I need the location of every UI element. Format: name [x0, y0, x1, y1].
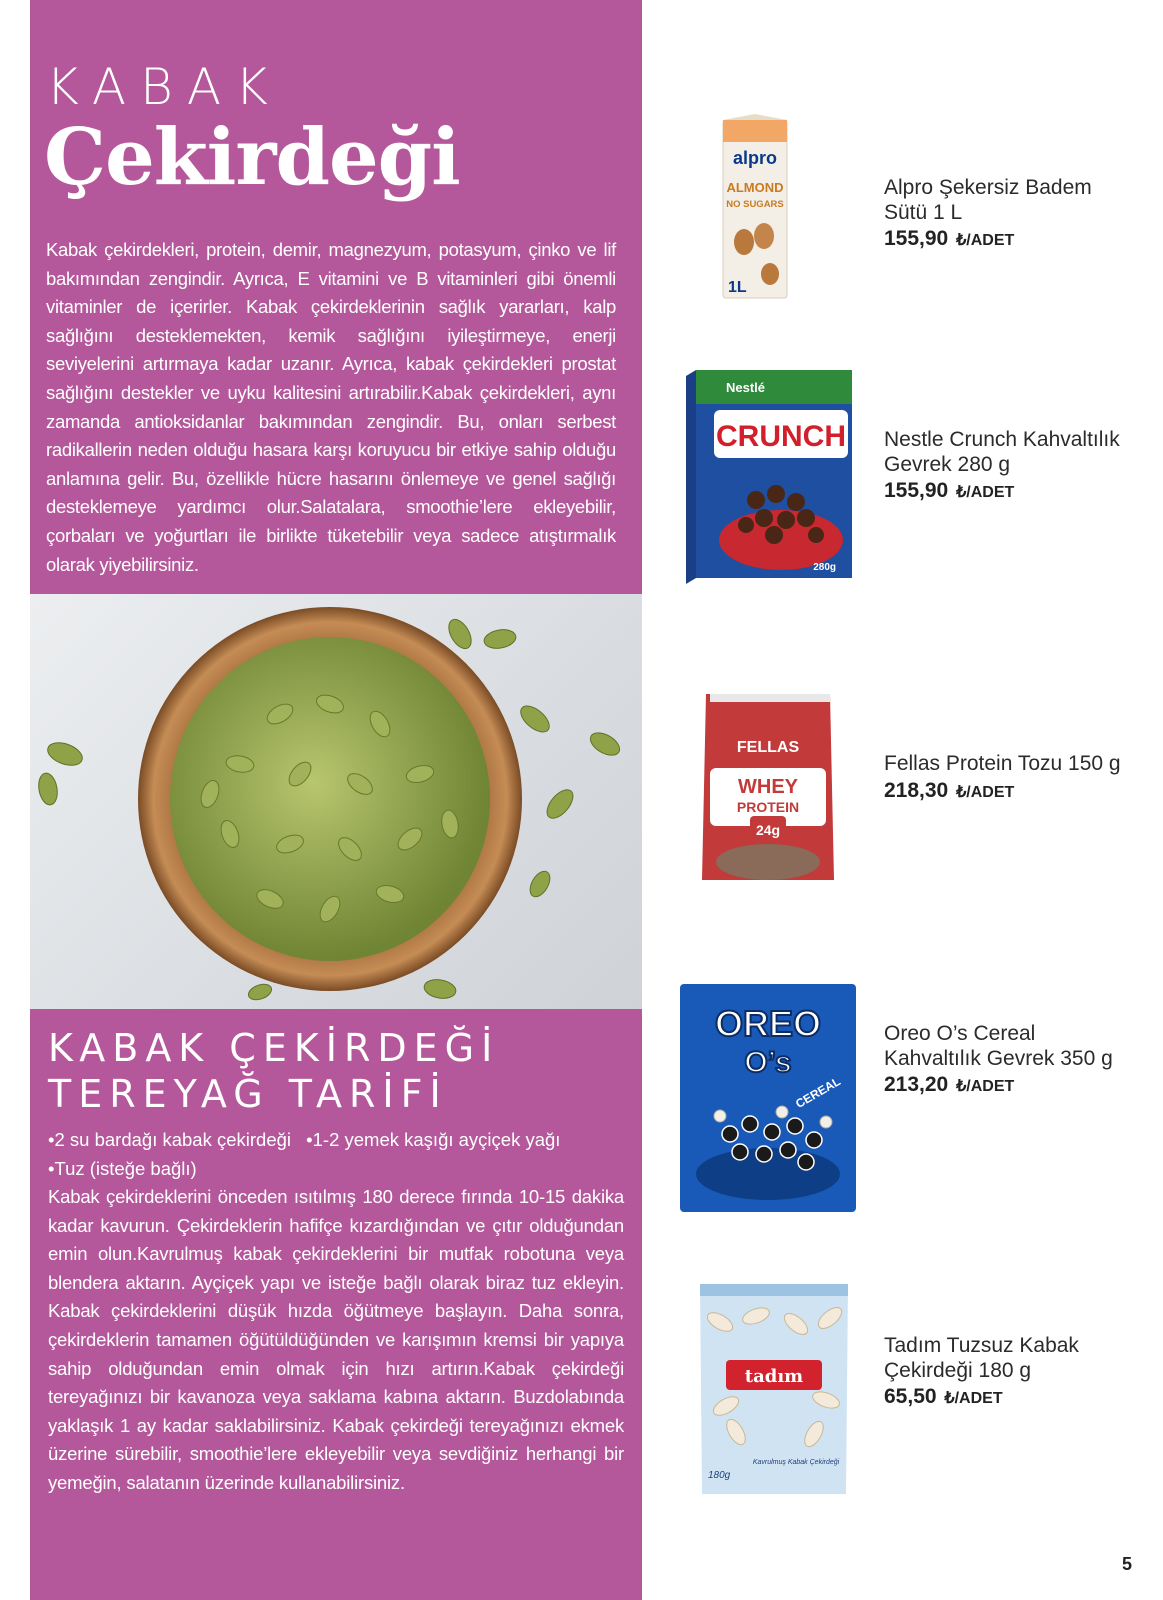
product-alpro[interactable]	[680, 112, 1150, 312]
product-price	[884, 1385, 1124, 1412]
hero-body: Kabak çekirdekleri, protein, demir, magnezyum, potasyum, çinko ve lif bakımından zengindir. Ayrıca, E vitamini ve B vitaminleri gibi önemli vitaminler de içerirler. Kabak çekirdeklerinin sağlık yararları, kalp sağlığını desteklemekten, kemik sağlığını iyileştirmeye, enerji seviyelerini artırmaya kadar uzanır. Ayrıca, kabak çekirdekleri prostat sağlığını destekler ve uyku kalitesini artırabilir.Kabak çekirdekleri, aynı zamanda antioksidanlar bakımından zengindir. Bu, onları serbest radikallerin neden olduğu hasara karşı koruyucu bir etkiye sahip olduğu anlamına gelir. Bu, özellikle hücre hasarını önlemeye ve genel sağlığı desteklemeye yardımcı olur.Salatalara, smoothie’lere ekleyebilir, çorbaları ve yoğurtları ile birlikte tüketebilir veya sadece atıştırmalık olarak yiyebilirsiniz.	[46, 239, 616, 575]
product-name: Tadım Tuzsuz Kabak Çekirdeği 180 g	[884, 1334, 1079, 1382]
product-name: Alpro Şekersiz Badem Sütü 1 L	[884, 176, 1092, 224]
page-number: 5	[1122, 1554, 1133, 1574]
price-value: 218,30	[884, 778, 949, 802]
alpro-brand-text: alpro	[732, 148, 778, 168]
product-price	[884, 1073, 1124, 1100]
recipe-title-line-2: TEREYAĞ TARİFİ	[48, 1072, 448, 1116]
fellas-brand-text: FELLAS	[736, 739, 800, 756]
oreo-line2-text: CEREAL	[793, 1074, 843, 1111]
price-unit: ₺/ADET	[956, 783, 1015, 801]
pumpkin-seed-bowl-photo	[30, 594, 642, 1009]
crunch-size-text: 280g	[813, 562, 836, 573]
crunch-box-image	[686, 370, 852, 589]
product-price	[884, 479, 1124, 506]
fellas-line2-text: PROTEIN	[736, 799, 800, 815]
ingredient-row	[48, 1126, 628, 1155]
product-price	[884, 779, 1124, 806]
product-price	[884, 227, 1124, 254]
tadim-line1-text: Kavrulmuş Kabak Çekirdeği	[752, 1459, 840, 1466]
alpro-line2-text: NO SUGARS	[726, 199, 784, 210]
recipe-title-line-1: KABAK ÇEKİRDEĞİ	[48, 1026, 500, 1070]
seed-bowl-illustration	[30, 594, 642, 1009]
tadim-brand-text: tadım	[744, 1366, 804, 1387]
alpro-line1-text: ALMOND	[726, 180, 784, 195]
hero-kicker: KABAK	[46, 58, 282, 116]
price-unit: ₺/ADET	[956, 484, 1015, 501]
crunch-brand-text: Nestlé	[726, 380, 766, 395]
ingredient-list	[48, 1126, 628, 1183]
ingredient-item: •1-2 yemek kaşığı ayçiçek yağı	[306, 1129, 561, 1150]
fellas-pouch-image	[700, 690, 836, 891]
product-name: Oreo O’s Cereal Kahvaltılık Gevrek 350 g	[884, 1022, 1113, 1070]
product-tadim[interactable]	[680, 1282, 1150, 1502]
recipe-title	[48, 1025, 499, 1117]
recipe-body: Kabak çekirdeklerini önceden ısıtılmış 180 derece fırında 10-15 dakika kadar kavurun. Çekirdeklerin hafifçe kızardığından ve çıtır olduğundan emin olun.Kavrulmuş kabak çekirdeklerini bir mutfak robotuna veya blendera aktarın. Ayçiçek yapı ve isteğe bağlı olarak biraz tuz ekleyin. Kabak çekirdeklerini düşük hızda öğütmeye başlayın. Daha sonra, çekirdeklerin tamamen öğütüldüğünden ve karışımın kremsi bir yapıya sahip olduğundan emin olmak için hızı artırın.Kabak çekirdeği tereyağınızı bir kavanoza veya saklama kabına aktarın. Buzdolabında yaklaşık 1 ay kadar saklabilirsiniz. Kabak çekirdeği tereyağınızı ekmek üzerine sürebilir, smoothie’lere ekleyebilir veya sevdiğiniz herhangi bir yemeğin, salatanın üzerinde kullanabilirsiniz.	[48, 1186, 624, 1493]
fellas-line1-text: WHEY	[738, 776, 798, 798]
product-nestle-crunch[interactable]	[680, 370, 1150, 590]
oreo-line1-text: O’s	[744, 1046, 792, 1079]
price-unit: ₺/ADET	[956, 232, 1015, 249]
fellas-badge-text: 24g	[755, 822, 781, 838]
price-value: 155,90	[884, 227, 949, 250]
oreo-brand-text: OREO	[714, 1003, 822, 1044]
ingredient-item: •Tuz (isteğe bağlı)	[48, 1157, 197, 1179]
price-value: 65,50	[884, 1385, 937, 1408]
product-fellas[interactable]	[680, 690, 1150, 890]
product-name: Fellas Protein Tozu 150 g	[884, 752, 1121, 775]
crunch-title-text: CRUNCH	[716, 420, 846, 453]
price-unit: ₺/ADET	[944, 1390, 1003, 1407]
tadim-size-text: 180g	[708, 1470, 731, 1481]
tadim-pouch-image	[696, 1282, 852, 1501]
ingredient-row	[48, 1155, 628, 1184]
alpro-carton-image	[722, 114, 788, 305]
product-name: Nestle Crunch Kahvaltılık Gevrek 280 g	[884, 428, 1120, 476]
oreo-cereal-box-image	[680, 984, 856, 1217]
price-value: 213,20	[884, 1073, 949, 1096]
price-unit: ₺/ADET	[956, 1078, 1015, 1095]
price-value: 155,90	[884, 479, 949, 502]
hero-title: Çekirdeği	[44, 112, 460, 203]
alpro-size-text: 1L	[728, 279, 747, 296]
product-oreo-os[interactable]	[680, 984, 1150, 1212]
ingredient-item: •2 su bardağı kabak çekirdeği	[48, 1129, 292, 1150]
